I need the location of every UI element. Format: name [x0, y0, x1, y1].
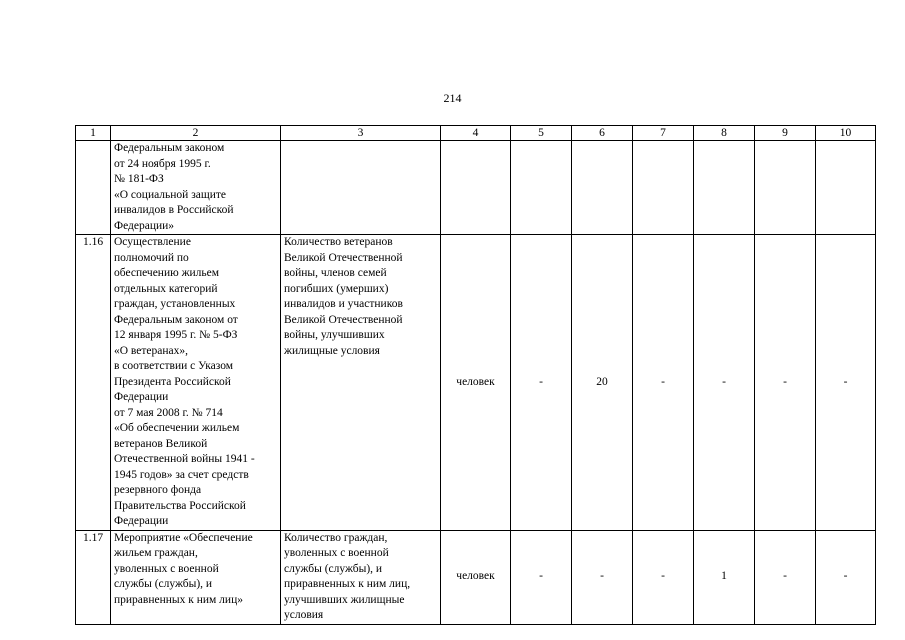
- unit-cell: человек: [441, 530, 511, 624]
- indicator-name: [281, 141, 441, 235]
- value-cell-5: -: [511, 235, 572, 531]
- value-cell-7: [633, 141, 694, 235]
- value-cell-10: -: [816, 235, 876, 531]
- value-cell-10: [816, 141, 876, 235]
- value-cell-10: -: [816, 530, 876, 624]
- value-cell-5: [511, 141, 572, 235]
- value-cell-7: -: [633, 530, 694, 624]
- value-cell-8: 1: [694, 530, 755, 624]
- value-cell-6: -: [572, 530, 633, 624]
- measure-name: Мероприятие «Обеспечение жильем граждан, уволенных с военной службы (службы), и приравненных к ним лиц»: [111, 530, 281, 624]
- row-number: 1.17: [76, 530, 111, 624]
- col-header-9: 9: [755, 126, 816, 141]
- value-cell-8: -: [694, 235, 755, 531]
- table-row: [76, 141, 876, 235]
- indicator-name: Количество граждан, уволенных с военной службы (службы), и приравненных к ним лиц, улучшивших жилищные условия: [281, 530, 441, 624]
- table-row: [76, 530, 876, 624]
- unit-cell: человек: [441, 235, 511, 531]
- value-cell-9: [755, 141, 816, 235]
- col-header-1: 1: [76, 126, 111, 141]
- col-header-8: 8: [694, 126, 755, 141]
- col-header-5: 5: [511, 126, 572, 141]
- measure-name: Осуществление полномочий по обеспечению жильем отдельных категорий граждан, установленных Федеральным законом от 12 января 1995 г. № 5-ФЗ «О ветеранах», в соответствии с Указом Президента Российской Федерации от 7 мая 2008 г. № 714 «Об обеспечении жильем ветеранов Великой Отечественной войны 1941 - 1945 годов» за счет средств резервного фонда Правительства Российской Федерации: [111, 235, 281, 531]
- program-table: [75, 125, 876, 625]
- page-number: 214: [443, 91, 462, 105]
- value-cell-5: -: [511, 530, 572, 624]
- value-cell-9: -: [755, 530, 816, 624]
- col-header-7: 7: [633, 126, 694, 141]
- col-header-3: 3: [281, 126, 441, 141]
- col-header-10: 10: [816, 126, 876, 141]
- measure-name: Федеральным законом от 24 ноября 1995 г. № 181-ФЗ «О социальной защите инвалидов в Российской Федерации»: [111, 141, 281, 235]
- col-header-6: 6: [572, 126, 633, 141]
- value-cell-8: [694, 141, 755, 235]
- value-cell-9: -: [755, 235, 816, 531]
- header-row: [76, 126, 876, 141]
- value-cell-6: [572, 141, 633, 235]
- col-header-2: 2: [111, 126, 281, 141]
- col-header-4: 4: [441, 126, 511, 141]
- row-number: 1.16: [76, 235, 111, 531]
- row-number: [76, 141, 111, 235]
- indicator-name: Количество ветеранов Великой Отечественной войны, членов семей погибших (умерших) инвалидов и участников Великой Отечественной войны, улучшивших жилищные условия: [281, 235, 441, 531]
- table-row: [76, 235, 876, 531]
- unit-cell: [441, 141, 511, 235]
- value-cell-7: -: [633, 235, 694, 531]
- value-cell-6: 20: [572, 235, 633, 531]
